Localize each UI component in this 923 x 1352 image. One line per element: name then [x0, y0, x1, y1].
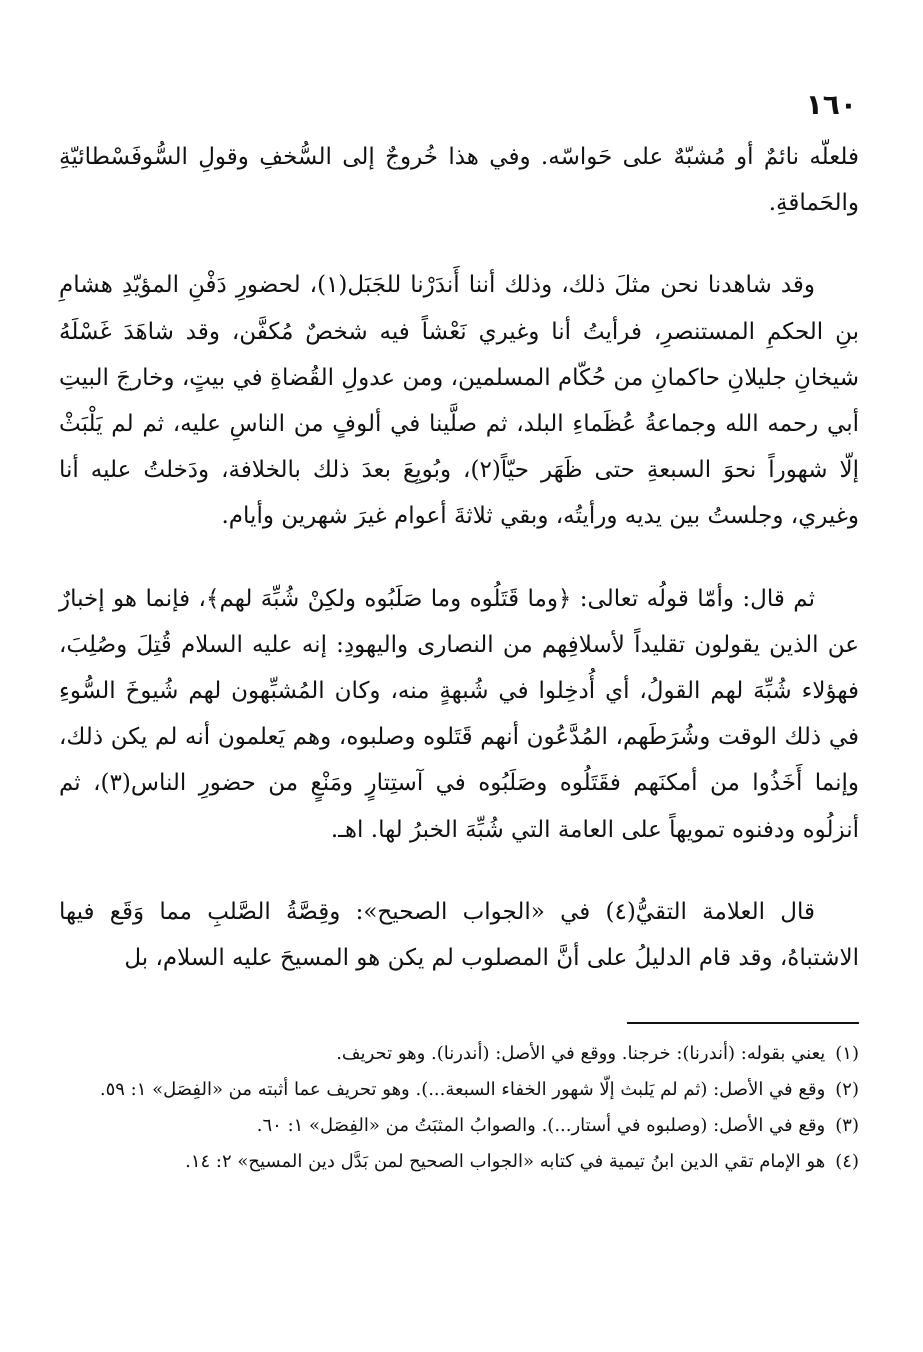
footnote-2	[59, 1072, 859, 1108]
footnote-text: هو الإمام تقي الدين ابنُ تيمية في كتابه «الجواب الصحيح لمن بَدَّل دين المسيح» ٢: ١٤.	[185, 1151, 826, 1172]
footnote-text: وقع في الأصل: (ثم لم يَلبث إلّا شهور الخفاء السبعة...). وهو تحريف عما أثبته من «الفِصَل» ١: ٥٩.	[99, 1079, 826, 1100]
paragraph-2: وقد شاهدنا نحن مثلَ ذلك، وذلك أننا أَندَرْنا للجَبَل(١)، لحضورِ دَفْنِ المؤيّدِ هشامِ بنِ الحكمِ المستنصرِ، فرأيتُ أنا وغيري نَعْشاً فيه شخصٌ مُكفَّن، وقد شاهَدَ غَسْلَهُ شيخانِ جليلانِ حاكمانِ من حُكّام المسلمين، ومن عدولِ القُضاةِ في بيتٍ، وخارجَ البيتِ أبي رحمه الله وجماعةُ عُظَماءِ البلد، ثم صلَّينا في ألوفٍ من الناسِ عليه، ثم لم يَلْبَثْ إلّا شهوراً نحوَ السبعةِ حتى ظَهَر حيّاً(٢)، وبُويِعَ بعدَ ذلك بالخلافة، ودَخلتُ عليه أنا وغيري، وجلستُ بين يديه ورأيتُه، وبقي ثلاثةَ أعوام غيرَ شهرين وأيام.	[59, 272, 859, 530]
footnote-1	[59, 1036, 859, 1072]
footnote-number: (٣)	[835, 1115, 859, 1136]
paragraph-1: فلعلّه نائمٌ أو مُشبّهٌ على حَواسّه. وفي هذا خُروجٌ إلى السُّخفِ وقولِ السُّوفَسْطائيّةِ والحَماقةِ.	[59, 144, 859, 217]
page-number: ١٦٠	[805, 88, 857, 121]
footnote-text: يعني بقوله: (أندرنا): خرجنا. ووقع في الأصل: (أندرنا). وهو تحريف.	[336, 1043, 826, 1064]
footnote-3	[59, 1108, 859, 1144]
footnotes	[59, 1036, 859, 1180]
footnote-number: (٤)	[835, 1151, 859, 1172]
footnote-4	[59, 1144, 859, 1180]
main-text	[59, 134, 859, 1017]
footnote-number: (٢)	[835, 1079, 859, 1100]
footnote-text: وقع في الأصل: (وصلبوه في أستار...). والصوابُ المثبَتُ من «الفِصَل» ١: ٦٠.	[256, 1115, 826, 1136]
footnote-divider	[627, 1022, 859, 1024]
paragraph-3: ثم قال: وأمّا قولُه تعالى: ﴿وما قَتَلُوه وما صَلَبُوه ولكِنْ شُبِّهَ لهم﴾، فإنما هو إخبارٌ عن الذين يقولون تقليداً لأسلافِهم من النصارى واليهودِ: إنه عليه السلام قُتِلَ وصُلِبَ، فهؤلاء شُبِّهَ لهم القولُ، أي أُدخِلوا في شُبهةٍ منه، وكان المُشبِّهون لهم شُيوخَ السُّوءِ في ذلك الوقت وشُرَطَهم، المُدَّعُون أنهم قَتَلوه وصلبوه، وهم يَعلمون أنه لم يكن ذلك، وإنما أَخَذُوا من أمكنَهم فقَتَلُوه وصَلَبُوه في آستِتارٍ ومَنْعٍ من حضورِ الناس(٣)، ثم أنزلُوه ودفنوه تمويهاً على العامة التي شُبِّهَ الخبرُ لها. اهـ.	[59, 585, 860, 843]
paragraph-4: قال العلامة التقيُّ(٤) في «الجواب الصحيح»: وقِصَّةُ الصَّلبِ مما وَقَع فيها الاشتباهُ، وقد قام الدليلُ على أنَّ المصلوب لم يكن هو المسيحَ عليه السلام، بل	[59, 898, 859, 972]
footnote-number: (١)	[835, 1043, 859, 1064]
